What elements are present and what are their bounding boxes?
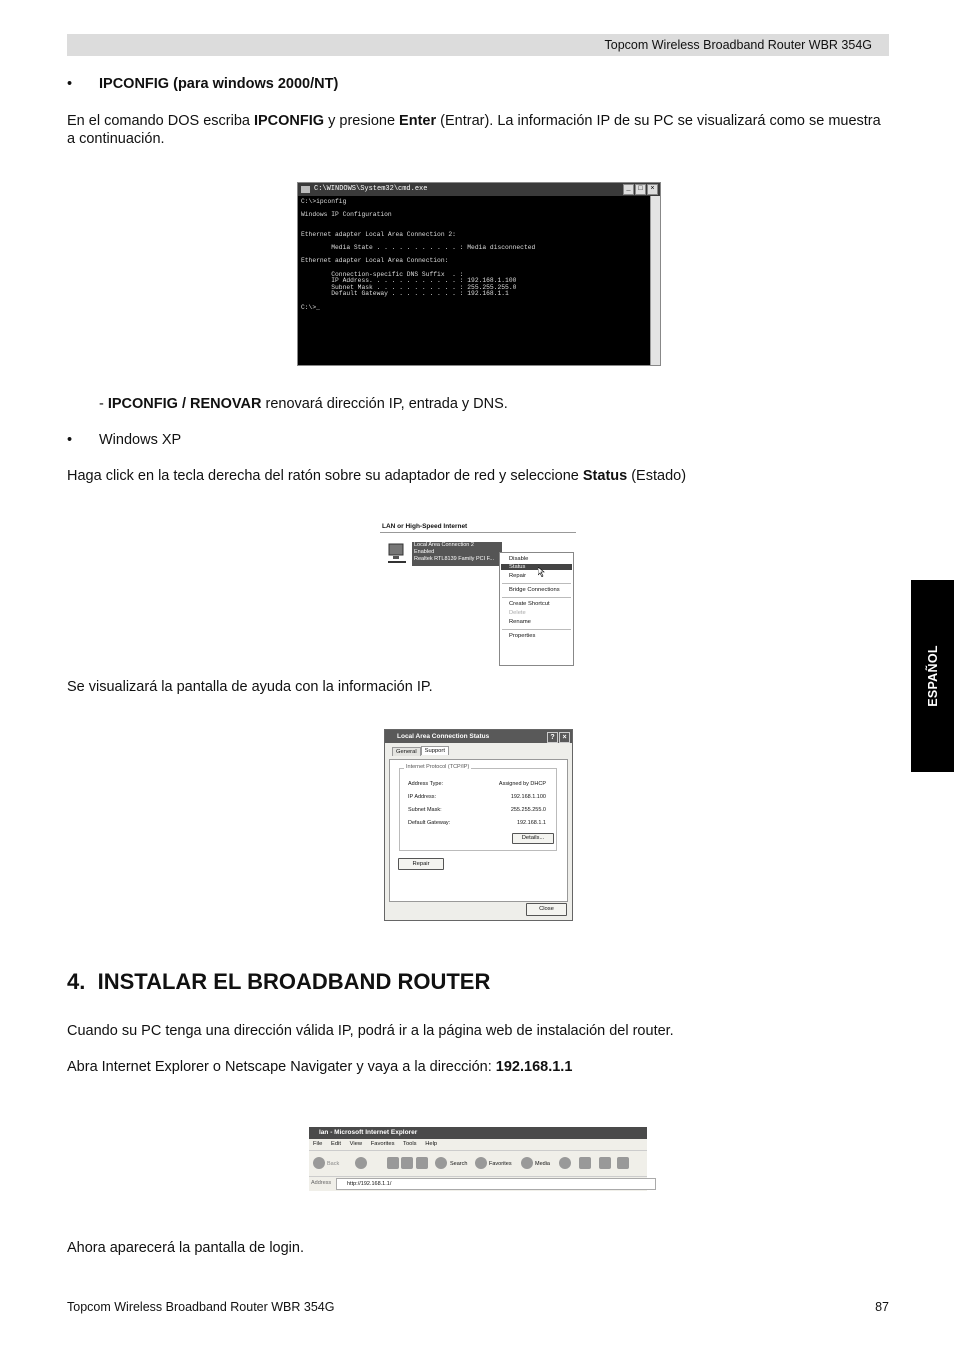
cmd-icon bbox=[301, 186, 310, 193]
menu-item-delete: Delete bbox=[509, 610, 526, 616]
network-adapter-icon bbox=[386, 542, 408, 564]
tab-general[interactable]: General bbox=[392, 747, 421, 756]
cmd-window-screenshot bbox=[297, 182, 661, 366]
menu-edit[interactable]: Edit bbox=[330, 1141, 341, 1147]
language-side-tab bbox=[911, 580, 954, 772]
text-run: (Estado) bbox=[627, 468, 687, 484]
cmd-titlebar bbox=[298, 183, 660, 196]
group-label: Internet Protocol (TCP/IP) bbox=[406, 764, 470, 770]
page-number: 87 bbox=[875, 1300, 889, 1314]
bold-run: IPCONFIG / RENOVAR bbox=[107, 396, 262, 412]
mouse-cursor-icon bbox=[538, 567, 545, 577]
text-run: Haga click en la tecla derecha del ratón sobre su adaptador de red y seleccione bbox=[67, 468, 583, 484]
print-icon[interactable] bbox=[599, 1157, 611, 1169]
tcpip-group bbox=[399, 764, 557, 851]
row-label: IP Address: bbox=[408, 794, 437, 800]
ie-titlebar: lan - Microsoft Internet Explorer bbox=[309, 1127, 647, 1139]
minimize-icon: _ bbox=[623, 184, 634, 195]
favorites-label[interactable]: Favorites bbox=[489, 1161, 512, 1167]
text-run: renovará dirección IP, entrada y DNS. bbox=[261, 396, 508, 412]
footer-title: Topcom Wireless Broadband Router WBR 354G bbox=[67, 1300, 335, 1314]
divider bbox=[380, 532, 576, 533]
ie-address-bar bbox=[309, 1177, 647, 1190]
renew-line bbox=[99, 395, 929, 413]
menu-view[interactable]: View bbox=[349, 1141, 363, 1147]
section-title: INSTALAR EL BROADBAND ROUTER bbox=[97, 969, 491, 994]
info-row bbox=[408, 807, 550, 813]
menu-item-repair[interactable]: Repair bbox=[509, 573, 527, 579]
search-icon[interactable] bbox=[435, 1157, 447, 1169]
menu-item-bridge[interactable]: Bridge Connections bbox=[509, 587, 560, 593]
info-row bbox=[408, 781, 550, 787]
menu-separator bbox=[502, 583, 571, 584]
bullet-text: Windows XP bbox=[99, 432, 182, 448]
paragraph-valid-ip: Cuando su PC tenga una dirección válida IP, podrá ir a la página web de instalación del router. bbox=[67, 1023, 674, 1039]
paragraph-right-click bbox=[67, 467, 897, 485]
menu-item-rename[interactable]: Rename bbox=[509, 619, 531, 625]
bullet-ipconfig bbox=[67, 75, 897, 93]
search-label[interactable]: Search bbox=[450, 1161, 468, 1167]
home-icon[interactable] bbox=[416, 1157, 428, 1169]
menu-help[interactable]: Help bbox=[425, 1141, 438, 1147]
media-icon[interactable] bbox=[521, 1157, 533, 1169]
dialog-tabs bbox=[392, 747, 449, 756]
conn-device: Realtek RTL8139 Family PCI F... bbox=[414, 556, 494, 562]
refresh-icon[interactable] bbox=[401, 1157, 413, 1169]
text-run: Abra Internet Explorer o Netscape Navigater y vaya a la dirección: bbox=[67, 1059, 496, 1075]
bold-run: Enter bbox=[399, 113, 437, 129]
header-title: Topcom Wireless Broadband Router WBR 354G bbox=[604, 38, 872, 52]
details-button[interactable]: Details... bbox=[512, 833, 554, 844]
text-run: - bbox=[99, 396, 108, 412]
back-label: Back bbox=[327, 1161, 340, 1167]
menu-item-properties[interactable]: Properties bbox=[509, 633, 536, 639]
close-icon: × bbox=[647, 184, 658, 195]
bold-run: IPCONFIG bbox=[253, 113, 325, 129]
window-buttons bbox=[623, 184, 658, 195]
selected-connection bbox=[412, 542, 502, 566]
lan-context-menu-screenshot bbox=[380, 520, 576, 648]
conn-name: Local Area Connection 2 bbox=[414, 542, 474, 548]
stop-icon[interactable] bbox=[387, 1157, 399, 1169]
language-label: ESPAÑOL bbox=[925, 645, 940, 707]
text-run: y presione bbox=[324, 113, 400, 129]
bullet-text: IPCONFIG (para windows 2000/NT) bbox=[99, 76, 339, 92]
info-row bbox=[408, 820, 550, 826]
paragraph-help-screen: Se visualizará la pantalla de ayuda con la información IP. bbox=[67, 679, 433, 695]
menu-separator bbox=[502, 629, 571, 630]
ie-toolbar bbox=[309, 1151, 647, 1177]
conn-state: Enabled bbox=[414, 549, 435, 555]
page-header-bar bbox=[67, 34, 889, 56]
paragraph-open-browser bbox=[67, 1058, 897, 1076]
row-value: 255.255.255.0 bbox=[510, 807, 546, 813]
row-label: Address Type: bbox=[408, 781, 444, 787]
row-label: Subnet Mask: bbox=[408, 807, 442, 813]
cmd-title: C:\WINDOWS\System32\cmd.exe bbox=[314, 185, 428, 193]
maximize-icon: □ bbox=[635, 184, 646, 195]
section-heading bbox=[67, 969, 490, 995]
menu-item-create-shortcut[interactable]: Create Shortcut bbox=[509, 601, 550, 607]
support-pane bbox=[389, 759, 568, 902]
row-value: 192.168.1.100 bbox=[510, 794, 546, 800]
close-icon[interactable]: × bbox=[559, 732, 570, 743]
close-button[interactable]: Close bbox=[526, 903, 567, 916]
paragraph-login: Ahora aparecerá la pantalla de login. bbox=[67, 1240, 304, 1256]
ie-menubar bbox=[309, 1139, 647, 1151]
dialog-titlebar bbox=[385, 730, 572, 743]
media-label[interactable]: Media bbox=[535, 1161, 550, 1167]
tab-support[interactable]: Support bbox=[421, 746, 449, 755]
menu-favorites[interactable]: Favorites bbox=[370, 1141, 395, 1147]
address-label: Address bbox=[311, 1180, 332, 1186]
cmd-screen bbox=[298, 196, 660, 365]
cmd-output: C:\>ipconfig Windows IP Configuration Ethernet adapter Local Area Connection 2: Media State . . . . . . . . . . . : Media disconnected Ethernet adapter Local Area Connection: Connection-specific DNS Suffix . : IP Address. . . . . . . . . . . . : 192.168.1.100 Subnet Mask . . . . . . . . . . . : 255.255.255.0 Default Gateway . . . . . . . . . : 192.168.1.1 C:\>_ bbox=[301, 198, 536, 311]
history-icon[interactable] bbox=[559, 1157, 571, 1169]
lan-header: LAN or High-Speed Internet bbox=[382, 523, 468, 530]
edit-icon[interactable] bbox=[617, 1157, 629, 1169]
text-run: En el comando DOS escriba bbox=[67, 113, 254, 129]
bullet-windows-xp bbox=[67, 431, 897, 449]
row-value: 192.168.1.1 bbox=[516, 820, 546, 826]
bullet-marker: • bbox=[67, 76, 73, 92]
menu-item-status[interactable]: Status bbox=[501, 564, 572, 570]
favorites-star-icon[interactable] bbox=[475, 1157, 487, 1169]
address-input[interactable]: http://192.168.1.1/ bbox=[336, 1178, 656, 1190]
context-menu bbox=[499, 552, 574, 666]
section-number: 4. bbox=[67, 969, 86, 994]
repair-button[interactable]: Repair bbox=[398, 858, 444, 870]
forward-icon[interactable] bbox=[355, 1157, 367, 1169]
info-row bbox=[408, 794, 550, 800]
back-icon[interactable] bbox=[313, 1157, 325, 1169]
mail-icon[interactable] bbox=[579, 1157, 591, 1169]
text-run: (Entrar). La información IP de su PC se visualizará como se muestra a continuación. bbox=[67, 113, 881, 147]
bold-run: 192.168.1.1 bbox=[495, 1059, 573, 1075]
menu-file[interactable]: File bbox=[313, 1141, 323, 1147]
menu-item-disable[interactable]: Disable bbox=[509, 556, 529, 562]
connection-status-dialog bbox=[384, 729, 573, 921]
row-value: Assigned by DHCP bbox=[498, 781, 546, 787]
dialog-title: Local Area Connection Status bbox=[397, 733, 490, 740]
menu-tools[interactable]: Tools bbox=[403, 1141, 417, 1147]
paragraph-ipconfig-intro bbox=[67, 112, 889, 148]
bullet-marker: • bbox=[67, 432, 73, 448]
bold-run: Status bbox=[582, 468, 628, 484]
help-icon[interactable]: ? bbox=[547, 732, 558, 743]
internet-explorer-screenshot bbox=[309, 1127, 647, 1191]
row-label: Default Gateway: bbox=[408, 820, 451, 826]
menu-separator bbox=[502, 597, 571, 598]
cmd-scrollbar bbox=[650, 196, 660, 365]
